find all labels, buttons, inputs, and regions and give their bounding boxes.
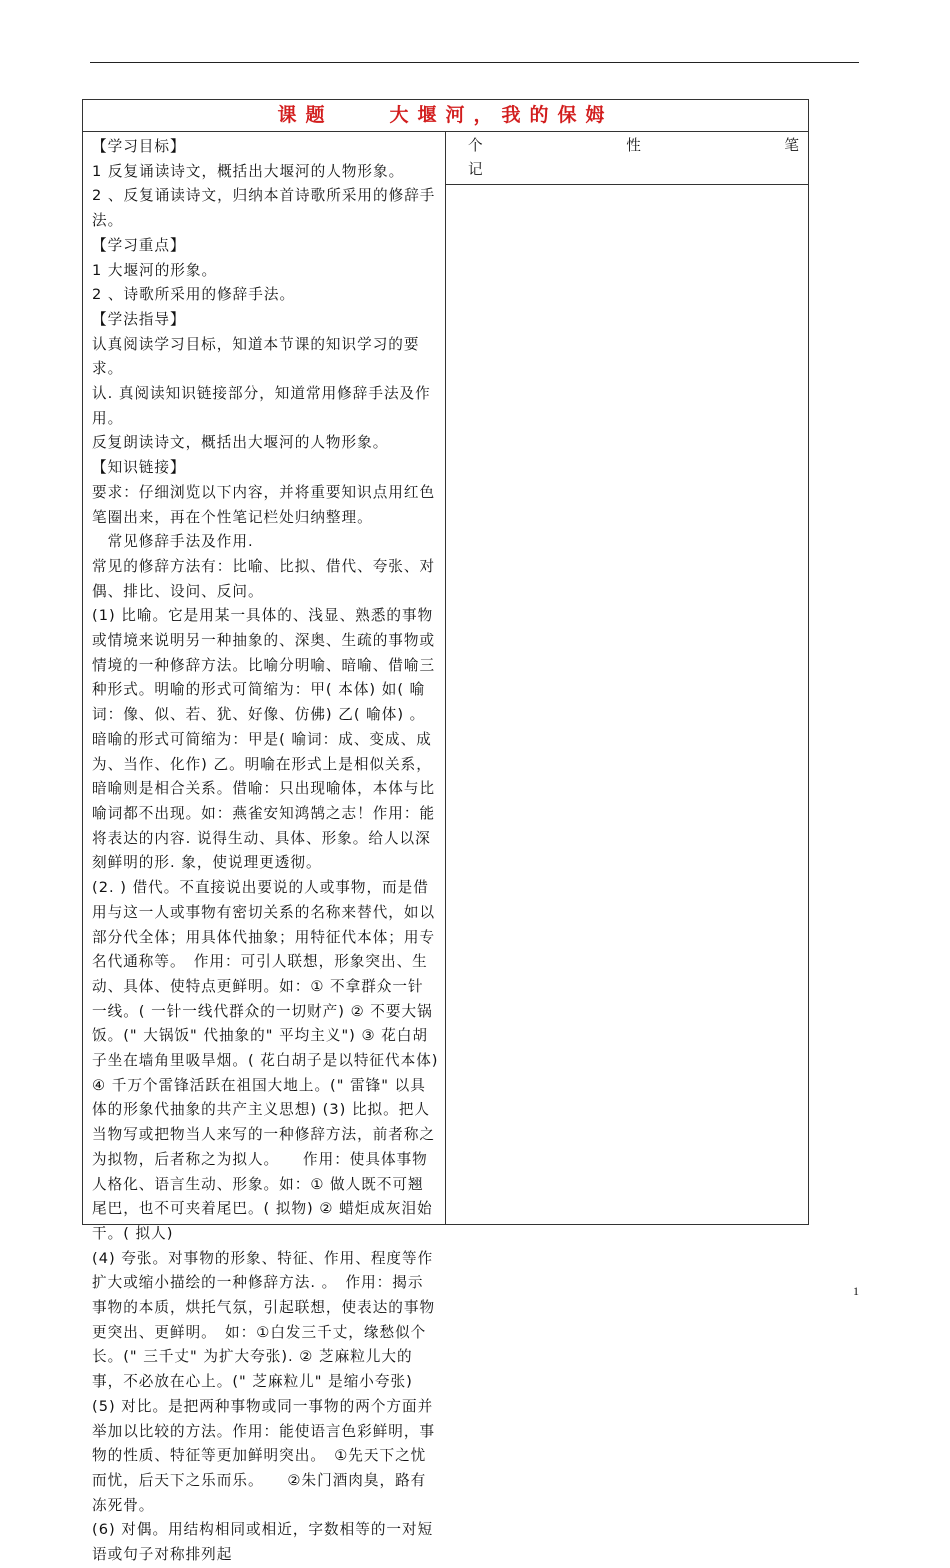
notes-heading-char: 记 (468, 161, 484, 178)
paragraph: 常见修辞手法及作用. (92, 533, 254, 551)
page-number: 1 (853, 1284, 859, 1298)
lesson-body (83, 132, 445, 1564)
paragraph: 常见的修辞方法有：比喻、比拟、借代、夸张、对偶、排比、设问、反问。 (92, 557, 436, 600)
paragraph: 1 大堰河的形象。 (92, 261, 218, 279)
section-heading: 【学法指导】 (92, 310, 186, 328)
paragraph: (5) 对比。是把两种事物或同一事物的两个方面并举加以比较的方法。作用：能使语言色彩鲜明，事物的性质、特征等更加鲜明突出。 ①先天下之忧而忧，后天下之乐而乐。 ②朱门酒肉臭，路有冻死骨。 (92, 1397, 436, 1514)
header-rule (90, 62, 859, 63)
paragraph: 2 、诗歌所采用的修辞手法。 (92, 286, 296, 304)
paragraph: (2. ) 借代。不直接说出要说的人或事物，而是借用与这一人或事物有密切关系的名称来替代，如以部分代全体；用具体代抽象；用特征代本体；用专名代通称等。 作用：可引人联想，形象突出、生动、具体、使特点更鲜明。如：① 不拿群众一针一线。( 一针一线代群众的一切财产) ② 不要大锅饭。(" 大锅饭" 代抽象的" 平均主义") ③ 花白胡子坐在墙角里吸旱烟。( 花白胡子是以特征代本体) ④ 千万个雷锋活跃在祖国大地上。(" 雷锋" 以具体的形象代抽象的共产主义思想) (3) 比拟。把人当物写或把物当人来写的一种修辞方法，前者称之为拟物，后者称之为拟人。 作用：使具体事物人格化、语言生动、形象。如：① 做人既不可翘尾巴，也不可夹着尾巴。( 拟物) ② 蜡炬成灰泪始干。( 拟人) (92, 879, 439, 1242)
notes-heading (446, 132, 808, 185)
lesson-table (82, 99, 809, 1564)
lesson-title: 课题 大堰河，我的保姆 (83, 100, 809, 132)
notes-heading-char: 笔 (784, 137, 800, 154)
paragraph: 认真阅读学习目标，知道本节课的知识学习的要求。 (92, 335, 420, 378)
paragraph: 2 、反复诵读诗文，归纳本首诗歌所采用的修辞手法。 (92, 187, 436, 230)
paragraph: 反复朗读诗文，概括出大堰河的人物形象。 (92, 434, 389, 452)
notes-column (446, 132, 809, 1225)
paragraph: 1 反复诵读诗文，概括出大堰河的人物形象。 (92, 162, 405, 180)
section-heading: 【学习重点】 (92, 236, 186, 254)
paragraph: 认. 真阅读知识链接部分，知道常用修辞手法及作用。 (92, 385, 431, 427)
section-heading: 【知识链接】 (92, 459, 186, 477)
paragraph: (6) 对偶。用结构相同或相近，字数相等的一对短语或句子对称排列起 (92, 1521, 434, 1564)
notes-heading-char: 个 (468, 137, 484, 154)
notes-heading-char: 性 (626, 137, 642, 154)
paragraph: 要求：仔细浏览以下内容，并将重要知识点用红色笔圈出来，再在个性笔记栏处归纳整理。 (92, 483, 436, 526)
main-content-cell (83, 132, 446, 1564)
paragraph: (1) 比喻。它是用某一具体的、浅显、熟悉的事物或情境来说明另一种抽象的、深奥、生疏的事物或情境的一种修辞方法。比喻分明喻、暗喻、借喻三种形式。明喻的形式可简缩为：甲( 本体) 如( 喻词：像、似、若、犹、好像、仿佛) 乙( 喻体) 。暗喻的形式可简缩为：甲是( 喻词：成、变成、成为、当作、化作) 乙。明喻在形式上是相似关系，暗喻则是相合关系。借喻：只出现喻体，本体与比喻词都不出现。如：燕雀安知鸿鹄之志！作用：能将表达的内容. 说得生动、具体、形象。给人以深刻鲜明的形. 象，使说理更透彻。 (92, 607, 436, 872)
paragraph: (4) 夸张。对事物的形象、特征、作用、程度等作扩大或缩小描绘的一种修辞方法. 。 作用：揭示事物的本质，烘托气氛，引起联想，使表达的事物更突出、更鲜明。 如：①白发三千丈，缘愁似个长。(" 三千丈" 为扩大夸张). ② 芝麻粒儿大的事，不必放在心上。(" 芝麻粒儿" 是缩小夸张) (92, 1249, 436, 1391)
section-heading: 【学习目标】 (92, 138, 186, 155)
